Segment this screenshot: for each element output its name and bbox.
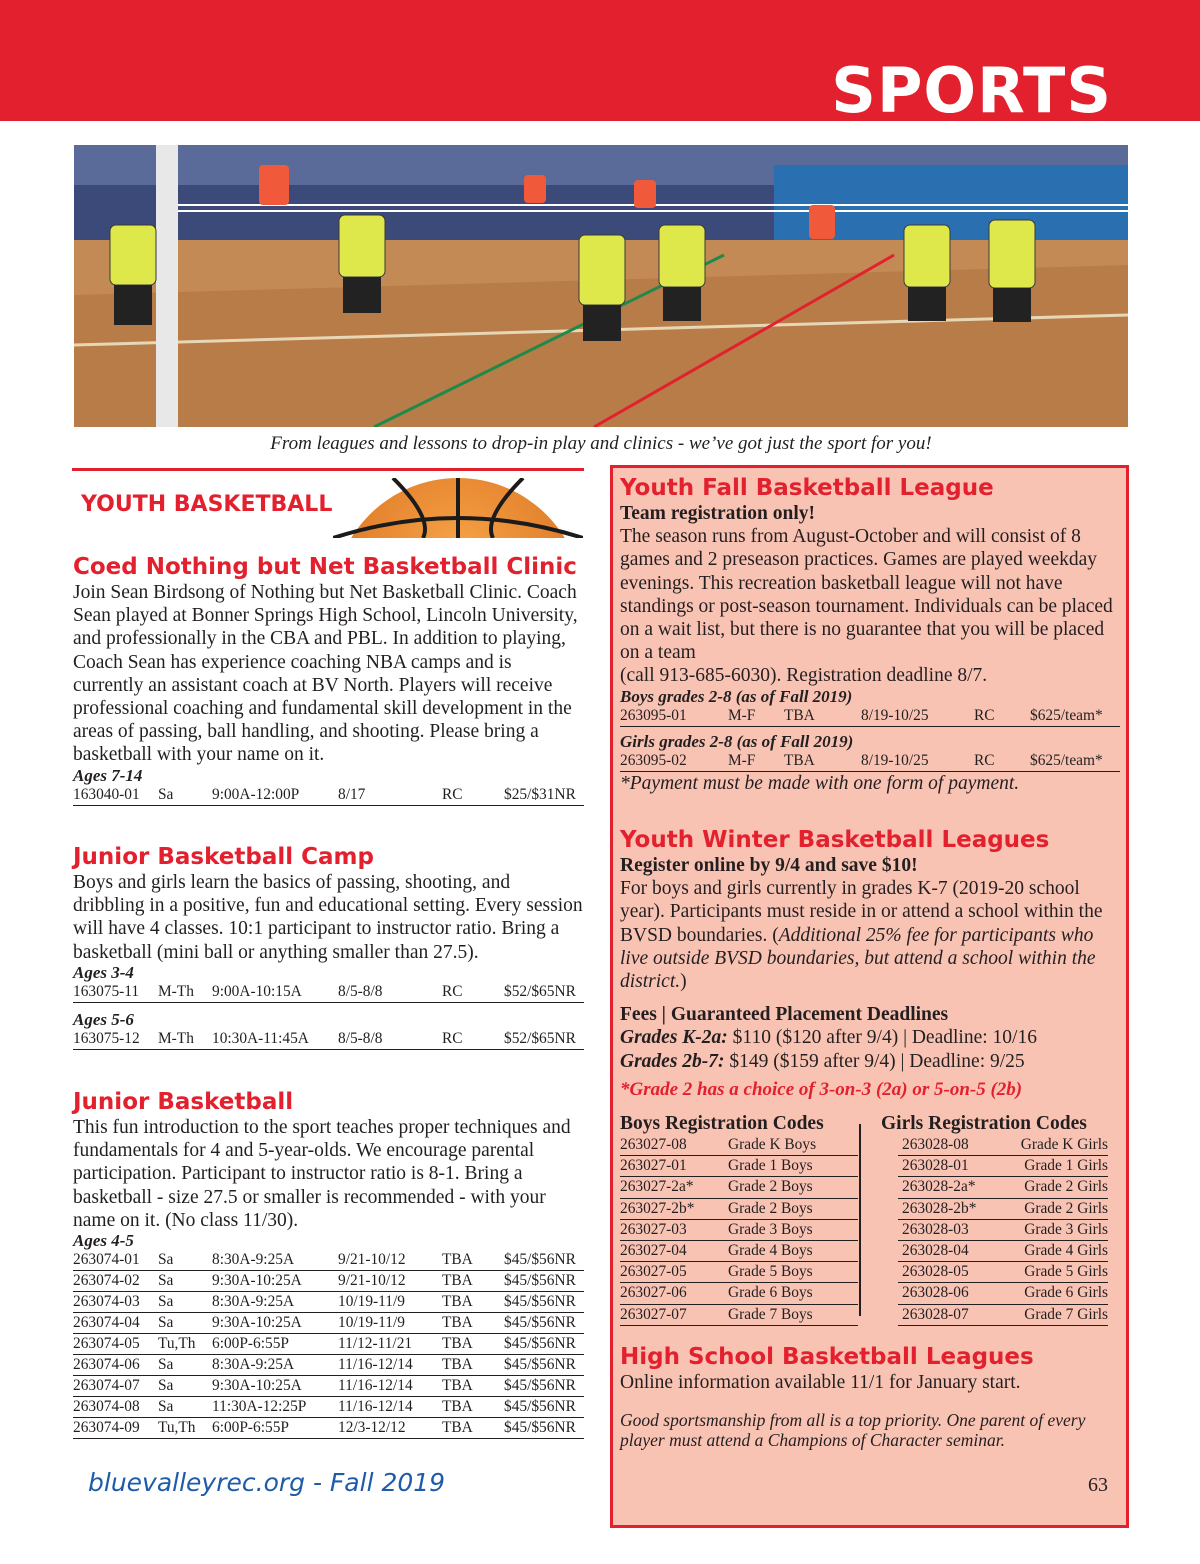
winter-league [620,826,1120,1101]
coed-clinic-age: Ages 7-14 [73,765,143,785]
page-number: 63 [1088,1474,1108,1496]
fall-league-girls-label: Girls grades 2-8 (as of Fall 2019) [620,731,854,751]
fees-title: Fees | Guaranteed Placement Deadlines [620,1004,949,1026]
coed-clinic-title: Coed Nothing but Net Basketball Clinic [73,554,577,580]
table-row: 263027-07 Grade 7 Boys 263028-07 Grade 7 Girls [620,1305,1110,1326]
table-row: 263027-06 Grade 6 Boys 263028-06 Grade 6 Girls [620,1283,1110,1304]
table-row: 263027-04 Grade 4 Boys 263028-04 Grade 4 Girls [620,1241,1110,1262]
basketball-icon [333,478,583,538]
table-row: 263027-03 Grade 3 Boys 263028-03 Grade 3 Girls [620,1220,1110,1241]
table-row: 263027-05 Grade 5 Boys 263028-05 Grade 5 Girls [620,1262,1110,1283]
fee-k-2a: Grades K-2a: $110 ($120 after 9/4) | Deadline: 10/16 [620,1027,1037,1049]
grade-note: *Grade 2 has a choice of 3-on-3 (2a) or 5-on-5 (2b) [620,1078,1023,1100]
fall-league [620,474,1120,795]
fall-league-contact: (call 913-685-6030). Registration deadline 8/7. [620,665,988,687]
table-row: 263074-03 Sa 8:30A-9:25A 10/19-11/9 TBA $45/$56NR [73,1292,584,1313]
table-row: 263074-02 Sa 9:30A-10:25A 9/21-10/12 TBA $45/$56NR [73,1271,584,1292]
girls-codes-heading: Girls Registration Codes [881,1113,1087,1134]
codes-divider [859,1124,861,1316]
junior-basketball-age: Ages 4-5 [73,1231,134,1251]
table-row: 263027-08 Grade K Boys 263028-08 Grade K Girls [620,1135,1110,1156]
footer-website: bluevalleyrec.org - Fall 2019 [88,1468,446,1497]
high-school-league [620,1343,1120,1450]
gym-illustration [74,145,1128,427]
table-row: 163075-11 M-Th 9:00A-10:15A 8/5-8/8 RC $52/$65NR [73,982,584,1003]
table-row: 263074-05 Tu,Th 6:00P-6:55P 11/12-11/21 TBA $45/$56NR [73,1334,584,1355]
winter-league-title: Youth Winter Basketball Leagues [620,827,1050,853]
table-row: 263027-01 Grade 1 Boys 263028-01 Grade 1 Girls [620,1156,1110,1177]
sportsmanship-note: Good sportsmanship from all is a top priority. One parent of every player must attend a Champions of Character seminar. [620,1410,1086,1451]
table-row: 263095-02 M-F TBA 8/19-10/25 RC $625/team* [620,751,1120,772]
fall-league-description: The season runs from August-October and will consist of 8 games and 2 preseason practices. Games are played weekday evenings. This recreation basketball league will not have standings or post-season tournament. Individuals can be placed on a wait list, but there is no guarantee that you will be placed on a team [620,526,1113,664]
junior-camp-age-1: Ages 3-4 [73,962,134,982]
table-row: 263074-09 Tu,Th 6:00P-6:55P 12/3-12/12 TBA $45/$56NR [73,1418,584,1439]
junior-basketball-description: This fun introduction to the sport teaches proper techniques and fundamentals for 4 and 5-year-olds. We encourage parental participation. Participant to instructor ratio is 8-1. Bring a basketball - size 27.5 or smaller is recommended - with your name on it. (No class 11/30). [73,1117,571,1231]
table-row: 263074-01 Sa 8:30A-9:25A 9/21-10/12 TBA $45/$56NR [73,1250,584,1271]
table-row: 263027-2b* Grade 2 Boys 263028-2b* Grade 2 Girls [620,1199,1110,1220]
fall-league-boys-label: Boys grades 2-8 (as of Fall 2019) [620,686,853,706]
payment-note: *Payment must be made with one form of payment. [620,772,1020,794]
section-title: YOUTH BASKETBALL [81,492,333,517]
junior-camp-title: Junior Basketball Camp [73,844,374,870]
table-row: 263027-2a* Grade 2 Boys 263028-2a* Grade 2 Girls [620,1177,1110,1198]
section-divider [72,468,584,471]
table-row: 263074-04 Sa 9:30A-10:25A 10/19-11/9 TBA $45/$56NR [73,1313,584,1334]
fall-league-subtitle: Team registration only! [620,503,815,524]
coed-clinic [73,553,584,806]
junior-basketball-title: Junior Basketball [73,1089,294,1115]
page-title: SPORTS [831,54,1112,127]
junior-basketball-table [73,1250,584,1439]
junior-basketball [73,1088,584,1439]
volleyball-photo [74,145,1128,427]
boys-codes-heading: Boys Registration Codes [620,1113,824,1134]
photo-caption: From leagues and lessons to drop-in play and clinics - we’ve got just the sport for you! [270,433,932,454]
table-row: 263074-07 Sa 9:30A-10:25A 11/16-12/14 TBA $45/$56NR [73,1376,584,1397]
winter-league-description: For boys and girls currently in grades K-7 (2019-20 school year). Participants must reside in or attend a school within the BVSD boundaries. (Additional 25% fee for participants who live outside BVSD boundaries, but attend a school within the district.) [620,878,1103,993]
coed-clinic-description: Join Sean Birdsong of Nothing but Net Basketball Clinic. Coach Sean played at Bonner Springs High School, Lincoln University, and professionally in the CBA and PBL. In addition to playing, Coach Sean has experience coaching NBA camps and is currently an assistant coach at BV North. Players will receive professional coaching and fundamental skill development in the areas of passing, ball handling, and shooting. Please bring a basketball with your name on it. [73,582,578,766]
table-row: 263074-06 Sa 8:30A-9:25A 11/16-12/14 TBA $45/$56NR [73,1355,584,1376]
high-school-description: Online information available 11/1 for January start. [620,1372,1021,1393]
table-row: 163040-01 Sa 9:00A-12:00P 8/17 RC $25/$31NR [73,785,584,806]
high-school-title: High School Basketball Leagues [620,1344,1034,1370]
junior-camp-description: Boys and girls learn the basics of passing, shooting, and dribbling in a positive, fun and educational setting. Every session will have 4 classes. 10:1 participant to instructor ratio. Bring a basketball (mini ball or anything smaller than 27.5). [73,872,583,963]
table-row: 263074-08 Sa 11:30A-12:25P 11/16-12/14 TBA $45/$56NR [73,1397,584,1418]
table-row: 163075-12 M-Th 10:30A-11:45A 8/5-8/8 RC $52/$65NR [73,1029,584,1050]
fee-2b-7: Grades 2b-7: $149 ($159 after 9/4) | Deadline: 9/25 [620,1050,1025,1072]
registration-codes-table [620,1113,1110,1326]
junior-camp-age-2: Ages 5-6 [73,1009,134,1029]
junior-camp [73,843,584,1050]
winter-league-subtitle: Register online by 9/4 and save $10! [620,855,918,876]
registration-codes-header [620,1113,1110,1135]
table-row: 263095-01 M-F TBA 8/19-10/25 RC $625/team* [620,706,1120,727]
fall-league-title: Youth Fall Basketball League [620,475,994,501]
